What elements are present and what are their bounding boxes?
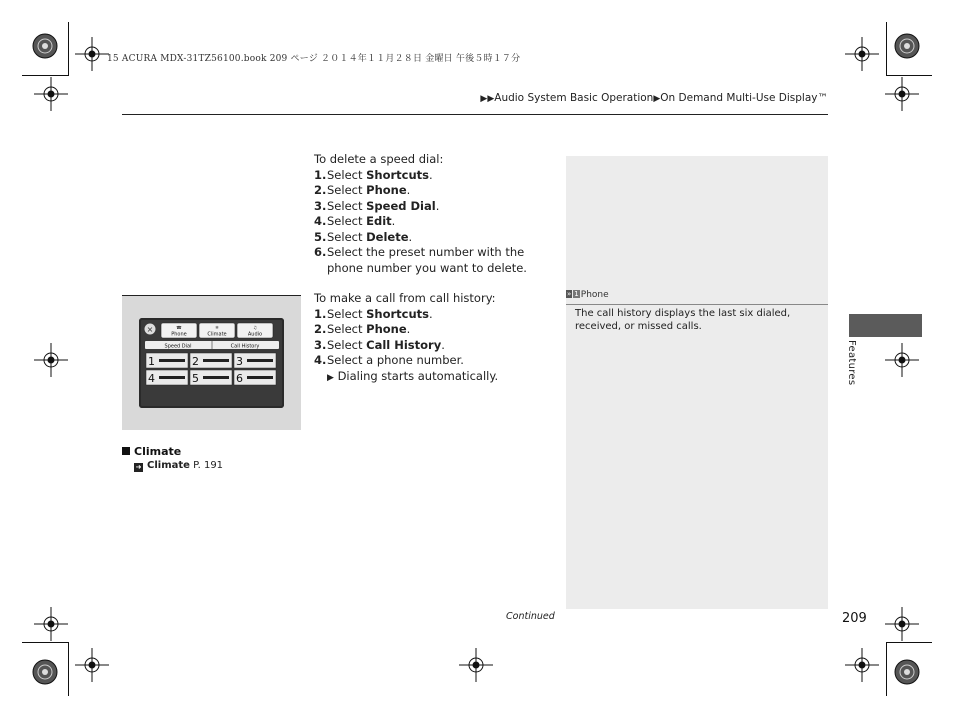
delete-intro: To delete a speed dial: (314, 152, 444, 166)
call-history-section (314, 291, 554, 386)
result-arrow-icon: ▶ (327, 372, 334, 383)
screen-tab-icon: ♫ (252, 326, 258, 331)
step-text: Select a phone number. (327, 353, 464, 367)
sidebar-notes-panel (566, 156, 828, 609)
step-text: Select Edit. (327, 214, 396, 228)
step-item (314, 307, 554, 323)
screen-tab-icon: ❄ (215, 326, 219, 331)
step-item (314, 245, 554, 276)
delete-speed-dial-section (314, 152, 554, 276)
breadcrumb-section: Audio System Basic Operation (494, 92, 654, 104)
step-number: 4. (314, 214, 327, 228)
step-text: Select Phone. (327, 183, 411, 197)
preset-entry-text (159, 376, 185, 379)
step-number: 1. (314, 167, 327, 182)
step-item (314, 322, 554, 338)
climate-ref-page: P. 191 (193, 460, 224, 471)
step-number: 3. (314, 198, 327, 213)
step-keyword: Delete (366, 229, 409, 244)
breadcrumb (480, 92, 828, 104)
step-keyword: Edit (366, 214, 392, 228)
note-heading (566, 290, 828, 305)
step-text: Select Call History. (327, 337, 445, 352)
header-rule (122, 114, 828, 115)
step-keyword: Phone (366, 322, 407, 336)
preset-entry-text (247, 359, 273, 362)
step-item (314, 183, 554, 199)
step-keyword: Shortcuts (366, 167, 430, 182)
step-keyword: Speed Dial (366, 198, 436, 213)
subtab-call-history: Call History (230, 343, 260, 350)
climate-heading-text: Climate (134, 445, 182, 458)
step-item (314, 168, 554, 184)
preset-number: 5 (192, 372, 199, 385)
note-text: The call history displays the last six dialed, received, or missed calls. (575, 308, 791, 332)
delete-steps-list (314, 168, 554, 277)
step-keyword: Shortcuts (366, 306, 430, 321)
step-number: 2. (314, 183, 327, 197)
breadcrumb-separator: ▶ (653, 94, 661, 104)
call-history-intro: To make a call from call history: (314, 291, 496, 305)
note-title: Phone (580, 290, 609, 300)
preset-grid (146, 353, 276, 385)
svg-text:×: × (146, 325, 154, 334)
subtab-speed-dial: Speed Dial (164, 343, 192, 350)
climate-heading (122, 445, 181, 458)
climate-ref-label: Climate (147, 460, 190, 471)
screen-illustration (139, 318, 284, 408)
preset-entry-text (203, 359, 229, 362)
step-keyword: Call History (366, 337, 442, 352)
chapter-tab (849, 314, 922, 337)
screen-tab-label: Audio (247, 331, 263, 338)
reference-arrow-icon: ➜ (135, 463, 142, 471)
step-item (314, 353, 554, 369)
screen-tab-label: Climate (207, 331, 227, 338)
step-number: 6. (314, 245, 327, 259)
page-number: 209 (842, 611, 867, 626)
preset-entry-text (159, 359, 185, 362)
chapter-tab-label: Features (846, 340, 857, 386)
step-item (314, 338, 554, 354)
breadcrumb-arrows: ▶▶ (480, 94, 495, 104)
step-text: Select the preset number with the phone number you want to delete. (327, 245, 527, 275)
screen-tab-icon: ☎ (176, 326, 182, 331)
preset-entry-text (203, 376, 229, 379)
step-text: Select Delete. (327, 229, 413, 244)
breadcrumb-page: On Demand Multi-Use Display™ (660, 92, 828, 104)
preset-number: 6 (236, 372, 243, 385)
step-number: 4. (314, 353, 327, 367)
step-text: Select Speed Dial. (327, 198, 440, 213)
step-number: 3. (314, 337, 327, 352)
preset-number: 4 (148, 372, 155, 385)
continued-label: Continued (506, 611, 555, 622)
print-header: 15 ACURA MDX-31TZ56100.book 209 ページ ２０１４年１１月２８日 金曜日 午後５時１７分 (107, 54, 521, 64)
preset-entry-text (247, 376, 273, 379)
note-tag-icon: » (567, 290, 572, 298)
screen-tabs (161, 323, 273, 338)
step-number: 2. (314, 322, 327, 336)
square-bullet-icon (122, 447, 130, 455)
step-item (314, 230, 554, 246)
step-number: 1. (314, 306, 327, 321)
result-text: Dialing starts automatically. (337, 368, 499, 383)
call-history-result (314, 369, 554, 387)
preset-number: 1 (148, 355, 155, 368)
step-number: 5. (314, 229, 327, 244)
preset-number: 3 (236, 355, 243, 368)
call-history-steps-list (314, 307, 554, 369)
step-item (314, 214, 554, 230)
note-tag: 1 (574, 290, 579, 298)
step-item (314, 199, 554, 215)
screen-tab-label: Phone (171, 331, 187, 338)
climate-reference-link[interactable] (134, 460, 223, 472)
step-keyword: Phone (366, 183, 407, 197)
preset-number: 2 (192, 355, 199, 368)
step-text: Select Shortcuts. (327, 167, 433, 182)
step-text: Select Phone. (327, 322, 411, 336)
step-text: Select Shortcuts. (327, 306, 433, 321)
display-screen-drawing (139, 318, 284, 408)
